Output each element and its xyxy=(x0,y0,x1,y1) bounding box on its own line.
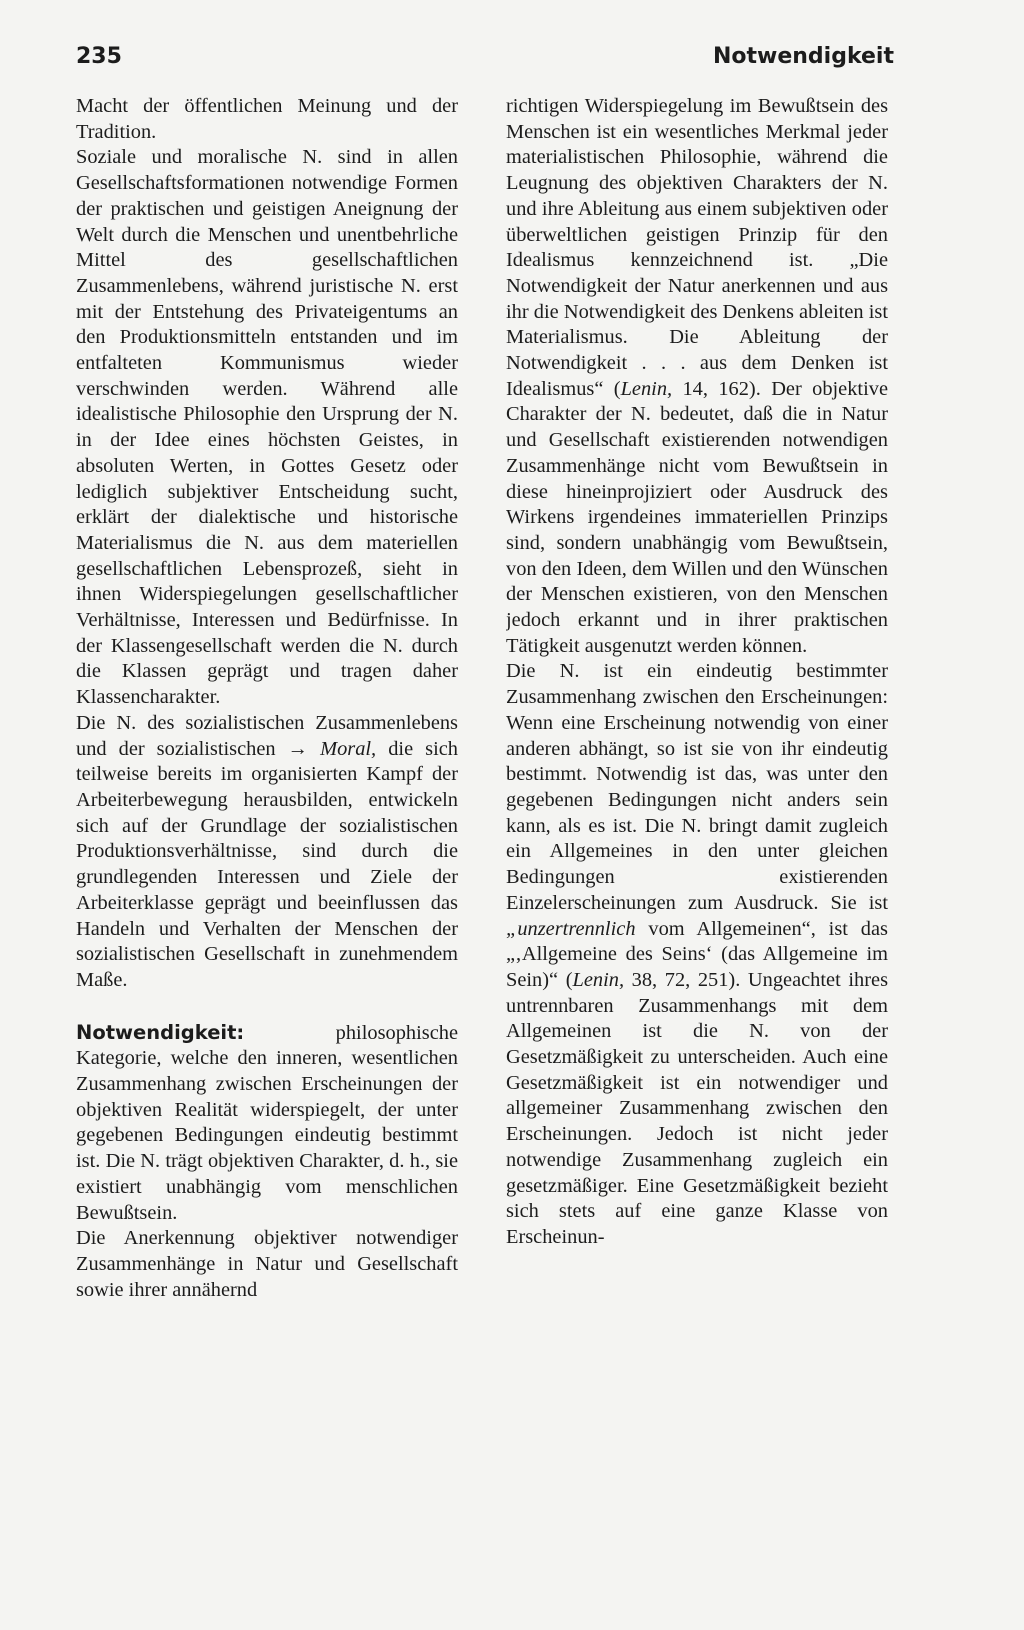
paragraph-determination xyxy=(506,659,888,1250)
text-segment: richtigen Widerspiegelung im Bewußtsein des Menschen ist ein wesentliches Merkmal jeder materialistischen Philosophie, während die Leugnung des objektiven Charakters der N. und ihre Ableitung aus einem subjektiven oder überweltlichen geistigen Prinzip für den Idealismus kennzeichnend ist. „Die Notwendigkeit der Natur anerkennen und aus ihr die Notwendigkeit des Denkens ableiten ist Materialismus. Die Ableitung der Notwendigkeit . . . aus dem Denken ist Idealismus“ ( xyxy=(506,95,888,400)
right-column xyxy=(506,94,888,1544)
text-segment: Die N. des sozialistischen Zusammenlebens und der sozialistischen → xyxy=(76,711,458,760)
entry-definition: philosophische Kategorie, welche den inneren, wesentlichen Zusammenhang zwischen Erscheinungen der objektiven Realität widerspiegelt, der unter gegebenen Bedingungen eindeutig bestimmt ist. Die N. trägt objektiven Charakter, d. h., sie existiert unabhängig vom menschlichen Bewußtsein. xyxy=(76,1021,458,1224)
text-segment: 38, 72, 251). Ungeachtet ihres untrennbaren Zusammenhangs mit dem Allgemeinen ist die N. von der Gesetzmäßigkeit zu unterscheiden. Auch eine Gesetzmäßigkeit ist ein notwendiger und allgemeiner Zusammenhang zwischen den Erscheinungen. Jedoch ist nicht jeder notwendige Zusammenhang zugleich ein gesetzmäßiger. Eine Gesetzmäßigkeit bezieht sich stets auf eine ganze Klasse von Erscheinun- xyxy=(506,968,888,1248)
paragraph-continuation: Macht der öffentlichen Meinung und der Tradition. xyxy=(76,95,458,143)
paragraph-reflection xyxy=(506,94,888,659)
text-segment: 14, 162). Der objektive Charakter der N. bedeutet, daß die in Natur und Gesellschaft existierenden notwendigen Zusammenhänge nicht vom Bewußtsein in diese hineinprojiziert oder Ausdruck des Wirkens irgendeines immateriellen Prinzips sind, sondern unabhängig vom Bewußtsein, von den Ideen, dem Willen und den Wünschen der Menschen existieren, von den Menschen jedoch erkannt und in ihrer praktischen Tätigkeit ausgenutzt werden können. xyxy=(506,377,888,657)
dictionary-entry xyxy=(76,1020,458,1227)
left-column xyxy=(76,94,458,1544)
text-segment: Die N. ist ein eindeutig bestimmter Zusammenhang zwischen den Erscheinungen: Wenn eine Erscheinung notwendig von einer anderen abhängt, so ist sie von ihr eindeutig bestimmt. Notwendig ist das, was unter den gegebenen Bedingungen nicht anders sein kann, als es ist. Die N. bringt damit zugleich ein Allgemeines in den unter gleichen Bedingungen existierenden Einzelerscheinungen zum Ausdruck. Sie ist xyxy=(506,660,888,914)
citation-lenin: Lenin, xyxy=(620,377,673,400)
citation-lenin: Lenin, xyxy=(572,968,625,991)
entry-lemma: Notwendigkeit: xyxy=(76,1020,245,1044)
paragraph-social-norms: Soziale und moralische N. sind in allen Gesellschaftsformationen notwendige Formen der praktischen und geistigen Aneignung der Welt durch die Menschen und unentbehrliche Mittel des gesellschaftlichen Zusammenlebens, während juristische N. erst mit der Entstehung des Privateigentums an den Produktionsmitteln entstanden und im entfalteten Kommunismus wieder verschwinden werden. Während alle idealistische Philosophie den Ursprung der N. in der Idee eines höchsten Geistes, in absoluten Werten, in Gottes Gesetz oder lediglich subjektiver Entscheidung sucht, erklärt der dialektische und historische Materialismus die N. aus dem materiellen gesellschaftlichen Lebensprozeß, sieht in ihnen Widerspiegelungen gesellschaftlicher Verhältnisse, Interessen und Bedürfnisse. In der Klassengesellschaft werden die N. durch die Klassen geprägt und tragen daher Klassencharakter. xyxy=(76,146,458,709)
paragraph-socialist-norms xyxy=(76,711,458,994)
text-segment: vom Allgemeinen“, ist das „‚Allgemeine des Seins‘ (das Allgemeine im Sein)“ ( xyxy=(506,917,888,991)
running-head: Notwendigkeit xyxy=(712,44,894,69)
text-segment: die sich teilweise bereits im organisierten Kampf der Arbeiterbewegung herausbilden, entwickeln sich auf der Grundlage der sozialistischen Produktionsverhältnisse, sind durch die grundlegenden Interessen und Ziele der Arbeiterklasse geprägt und beeinflussen das Handeln und Verhalten der Menschen der sozialistischen Gesellschaft in zunehmendem Maße. xyxy=(76,737,458,991)
cross-reference-moral: Moral, xyxy=(320,737,377,760)
paragraph-recognition: Die Anerkennung objektiver notwendiger Zusammenhänge in Natur und Gesellschaft sowie ihrer annähernd xyxy=(76,1227,458,1301)
page-number: 235 xyxy=(76,44,122,69)
quote-inseparable: „unzertrennlich xyxy=(506,917,636,940)
